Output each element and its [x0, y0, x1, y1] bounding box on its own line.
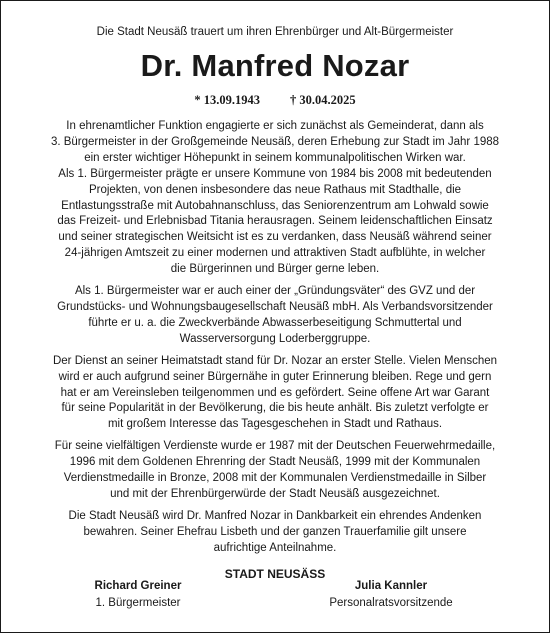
text-line: Grundstücks- und Wohnungsbaugesellschaft Neusäß mbH. Als Verbandsvorsitzender	[57, 300, 493, 313]
signatory-role: Personalratsvorsitzende	[329, 597, 453, 609]
text-line: In ehrenamtlicher Funktion engagierte er sich zunächst als Gemeinderat, dann als	[66, 120, 484, 132]
paragraph-career	[25, 119, 525, 278]
signatory-name: Richard Greiner	[94, 580, 182, 592]
signatory-staff-council	[276, 578, 506, 612]
text-line: wird er auch aufgrund seiner Bürgernähe in guter Erinnerung bleiben. Rege und gern	[58, 370, 492, 383]
obituary-body	[25, 119, 525, 557]
text-line: das Freizeit- und Erlebnisbad Titania herausragen. Seinem leidenschaftlichen Einsatz	[57, 215, 493, 228]
text-line: die Bürgerinnen und Bürger gerne leben.	[170, 263, 380, 276]
paragraph-condolence	[25, 509, 525, 557]
text-line: Projekten, von denen insbesondere das neue Rathaus mit Stadthalle, die	[88, 183, 462, 196]
signatory-mayor	[23, 578, 253, 612]
text-line: ein erster wichtiger Höhepunkt in seinem kommunalpolitischen Wirken war.	[84, 151, 466, 164]
death-date: † 30.04.2025	[290, 93, 356, 107]
birth-date: * 13.09.1943	[194, 93, 260, 107]
text-line: Der Dienst an seiner Heimatstadt stand für Dr. Nozar an erster Stelle. Vielen Menschen	[52, 354, 498, 367]
text-line: bewahren. Seiner Ehefrau Lisbeth und der ganzen Trauerfamilie gilt unsere	[83, 525, 467, 538]
text-line: 1996 mit dem Goldenen Ehrenring der Stadt Neusäß, 1999 mit der Kommunalen	[69, 456, 481, 469]
text-line: Die Stadt Neusäß wird Dr. Manfred Nozar in Dankbarkeit ein ehrendes Andenken	[68, 509, 482, 522]
intro-text: Die Stadt Neusäß trauert um ihren Ehrenbürger und Alt-Bürgermeister	[96, 26, 454, 38]
text-line: Wasserversorgung Loderberggruppe.	[179, 332, 371, 345]
city-signature: STADT NEUSÄSS	[224, 566, 326, 581]
signatory-name: Julia Kannler	[354, 580, 428, 592]
text-line: führte er u. a. die Zweckverbände Abwasserbeseitigung Schmuttertal und	[88, 316, 462, 329]
deceased-name: Dr. Manfred Nozar	[140, 48, 410, 83]
paragraph-associations	[25, 284, 525, 348]
text-line: Verdienstmedaille in Bronze, 2008 mit der Kommunalen Verdienstmedaille in Silber	[63, 472, 487, 485]
life-dates	[25, 92, 525, 108]
text-line: mit großem Interesse das Tagesgeschehen in Stadt und Rathaus.	[107, 418, 443, 431]
text-line: Entlastungsstraße mit Autobahnanschluss, das Seniorenzentrum am Lohwald sowie	[61, 199, 489, 212]
text-line: Als 1. Bürgermeister war er auch einer der „Gründungsväter“ des GVZ und der	[74, 285, 476, 298]
text-line: Für seine vielfältigen Verdienste wurde er 1987 mit der Deutschen Feuerwehrmedaille,	[54, 440, 496, 453]
paragraph-service	[25, 354, 525, 434]
paragraph-honors	[25, 439, 525, 503]
text-line: hat er am Vereinsleben teilgenommen und es gefördert. Seine offene Art war Garant	[60, 386, 490, 399]
text-line: und mit der Ehrenbürgerwürde der Stadt Neusäß ausgezeichnet.	[110, 487, 440, 500]
text-line: 3. Bürgermeister in der Großgemeinde Neusäß, deren Erhebung zur Stadt im Jahr 1988	[50, 135, 500, 148]
signatory-role: 1. Bürgermeister	[95, 597, 181, 609]
text-line: aufrichtige Anteilnahme.	[213, 541, 337, 554]
text-line: und seiner strategischen Weitsicht ist es zu verdanken, dass Neusäß während seiner	[58, 231, 492, 244]
text-line: für seine Popularität in der Bevölkerung, die bis heute anhält. Bis zuletzt verfolgte er	[61, 402, 489, 415]
text-line: Als 1. Bürgermeister prägte er unsere Kommune von 1984 bis 2008 mit bedeutenden	[58, 167, 492, 180]
text-line: 24-jährigen Amtszeit zu einer modernen und attraktiven Stadt aufblühte, in welcher	[64, 247, 486, 260]
